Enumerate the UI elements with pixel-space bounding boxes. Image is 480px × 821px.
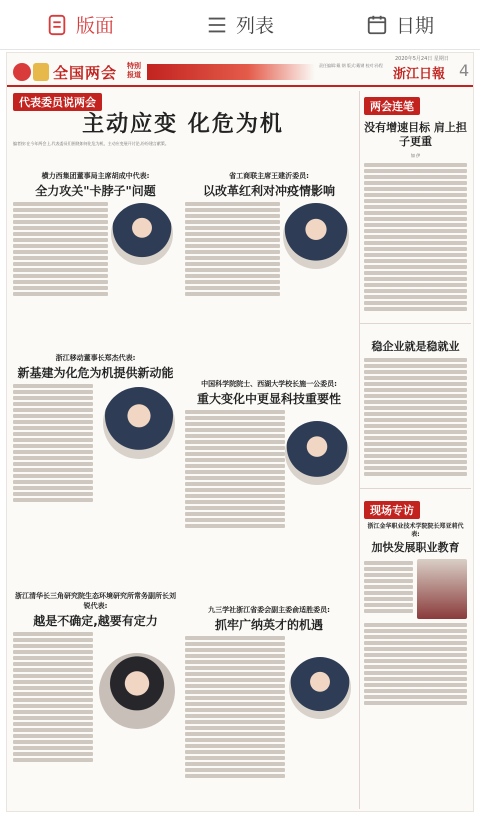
story-byline: 浙江清华长三角研究院生态环境研究所常务副所长刘锐代表:	[15, 592, 176, 610]
portrait-photo	[285, 421, 349, 485]
story-byline: 浙江移动董事长郑杰代表:	[55, 354, 136, 362]
tab-list-label: 列表	[235, 15, 274, 37]
page-number: 4	[459, 61, 470, 80]
right-kicker: 两会连笔	[364, 97, 420, 115]
right-byline: 如 伊	[410, 153, 421, 158]
list-icon	[206, 14, 228, 36]
portrait-photo	[103, 387, 175, 459]
story-headline: 全力攻关"卡脖子"问题	[35, 184, 156, 198]
right-body	[364, 623, 467, 705]
right-column	[359, 91, 471, 809]
story-headline: 新基建为化危为机提供新动能	[17, 366, 174, 380]
story-headline: 以改革红利对冲疫情影响	[202, 184, 335, 198]
portrait-photo	[283, 203, 349, 269]
story-body	[13, 202, 108, 296]
section-title: 全国两会	[53, 64, 118, 82]
masthead-divider	[7, 85, 474, 87]
right-headline: 没有增速目标 肩上担子更重	[364, 121, 467, 148]
story-body	[13, 632, 93, 762]
divider	[360, 323, 471, 324]
divider	[360, 488, 471, 489]
right-story-3[interactable]	[360, 495, 471, 711]
masthead-stripe	[147, 64, 315, 80]
newspaper-page[interactable]	[6, 52, 474, 812]
calendar-icon	[366, 14, 388, 36]
main-title: 主动应变 化危为机	[82, 112, 284, 137]
right-body	[364, 358, 467, 476]
masthead	[7, 56, 474, 83]
main-column	[13, 91, 353, 809]
tab-layout-label: 版面	[75, 15, 114, 37]
right-headline: 加快发展职业教育	[371, 541, 460, 554]
tab-date[interactable]	[320, 0, 480, 49]
story-headline: 重大变化中更显科技重要性	[196, 392, 341, 406]
portrait-photo	[111, 203, 173, 265]
issue-date: 2020年5月24日 星期日	[395, 56, 449, 62]
right-byline: 浙江金华职业技术学院院长郑亚莉代表:	[367, 523, 464, 538]
main-kicker: 代表委员说两会	[13, 93, 102, 111]
right-story-2[interactable]	[360, 330, 471, 482]
tab-layout[interactable]	[0, 0, 160, 49]
special-report-label: 特别报道	[127, 62, 141, 79]
story-byline: 横力西集团董事局主席胡成中代表:	[41, 172, 150, 180]
party-emblem-icon	[33, 63, 49, 81]
story-headline: 抓牢广纳英才的机遇	[214, 618, 323, 632]
paper-logo: 浙江日報	[393, 67, 446, 82]
story-body	[185, 410, 285, 528]
tab-date-label: 日期	[395, 15, 434, 37]
editor-note: 编者按:在今年两会上,代表委员们围绕如何化危为机、主动应变展开讨论,纷纷建言献策。	[13, 141, 169, 146]
right-story-1[interactable]	[360, 91, 471, 317]
right-headline: 稳企业就是稳就业	[371, 340, 460, 353]
portrait-photo	[289, 657, 351, 719]
editor-credits: 责任编辑:戴 钢 版式:戴钢 校对:孙程	[319, 63, 383, 68]
story-byline: 中国科学院院士、西湖大学校长施一公委员:	[201, 380, 337, 388]
story-body	[185, 636, 285, 778]
portrait-photo	[99, 653, 175, 729]
story-headline: 越是不确定,越要有定力	[33, 614, 158, 628]
national-emblem-icon	[13, 63, 31, 81]
portrait-photo	[417, 559, 467, 619]
story-byline: 九三学社浙江省委会副主委俞适胜委员:	[208, 606, 330, 614]
right-body	[364, 163, 467, 311]
tab-list[interactable]	[160, 0, 320, 49]
right-kicker: 现场专访	[364, 501, 420, 519]
page-layout-icon	[46, 14, 68, 36]
story-byline: 省工商联主席王建沂委员:	[229, 172, 309, 180]
story-body	[13, 384, 93, 502]
story-body	[185, 202, 280, 296]
top-tab-bar	[0, 0, 480, 50]
right-body	[364, 559, 413, 619]
